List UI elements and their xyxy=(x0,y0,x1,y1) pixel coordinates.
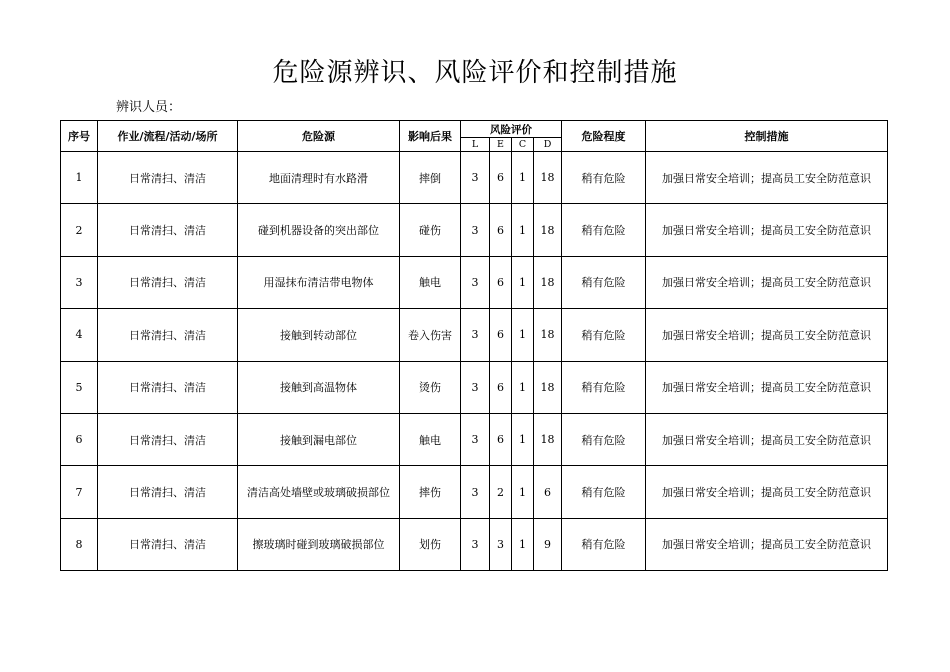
cell-level: 稍有危险 xyxy=(562,361,646,413)
cell-hazard: 接触到转动部位 xyxy=(238,309,400,361)
table-row xyxy=(61,361,888,413)
cell-measures: 加强日常安全培训；提高员工安全防范意识 xyxy=(646,361,888,413)
cell-consequence: 触电 xyxy=(400,256,461,308)
cell-hazard: 清洁高处墙壁或玻璃破损部位 xyxy=(238,466,400,518)
cell-activity: 日常清扫、清洁 xyxy=(98,361,238,413)
cell-level: 稍有危险 xyxy=(562,152,646,204)
cell-activity: 日常清扫、清洁 xyxy=(98,256,238,308)
header-measures: 控制措施 xyxy=(646,121,888,152)
header-l: L xyxy=(461,138,490,152)
cell-seq: 3 xyxy=(61,256,98,308)
table-row xyxy=(61,466,888,518)
cell-e: 6 xyxy=(490,361,512,413)
cell-l: 3 xyxy=(461,413,490,465)
header-hazard: 危险源 xyxy=(238,121,400,152)
cell-l: 3 xyxy=(461,466,490,518)
cell-l: 3 xyxy=(461,309,490,361)
cell-level: 稍有危险 xyxy=(562,204,646,256)
cell-e: 6 xyxy=(490,204,512,256)
cell-measures: 加强日常安全培训；提高员工安全防范意识 xyxy=(646,152,888,204)
cell-seq: 8 xyxy=(61,518,98,570)
cell-consequence: 碰伤 xyxy=(400,204,461,256)
header-seq: 序号 xyxy=(61,121,98,152)
cell-c: 1 xyxy=(512,466,534,518)
cell-consequence: 烫伤 xyxy=(400,361,461,413)
cell-e: 6 xyxy=(490,256,512,308)
cell-d: 9 xyxy=(534,518,562,570)
cell-seq: 2 xyxy=(61,204,98,256)
cell-level: 稍有危险 xyxy=(562,466,646,518)
cell-level: 稍有危险 xyxy=(562,309,646,361)
cell-l: 3 xyxy=(461,152,490,204)
cell-hazard: 接触到高温物体 xyxy=(238,361,400,413)
cell-c: 1 xyxy=(512,256,534,308)
cell-d: 18 xyxy=(534,309,562,361)
header-level: 危险程度 xyxy=(562,121,646,152)
header-d: D xyxy=(534,138,562,152)
cell-activity: 日常清扫、清洁 xyxy=(98,466,238,518)
cell-d: 6 xyxy=(534,466,562,518)
identifier-label: 辨识人员： xyxy=(116,100,182,115)
cell-consequence: 触电 xyxy=(400,413,461,465)
cell-c: 1 xyxy=(512,413,534,465)
cell-e: 6 xyxy=(490,152,512,204)
cell-activity: 日常清扫、清洁 xyxy=(98,518,238,570)
cell-l: 3 xyxy=(461,204,490,256)
cell-c: 1 xyxy=(512,204,534,256)
header-consequence: 影响后果 xyxy=(400,121,461,152)
cell-l: 3 xyxy=(461,361,490,413)
cell-activity: 日常清扫、清洁 xyxy=(98,309,238,361)
page-title: 危险源辨识、风险评价和控制措施 xyxy=(272,58,678,88)
cell-c: 1 xyxy=(512,518,534,570)
cell-hazard: 碰到机器设备的突出部位 xyxy=(238,204,400,256)
cell-hazard: 接触到漏电部位 xyxy=(238,413,400,465)
cell-c: 1 xyxy=(512,309,534,361)
cell-measures: 加强日常安全培训；提高员工安全防范意识 xyxy=(646,204,888,256)
cell-d: 18 xyxy=(534,413,562,465)
cell-e: 2 xyxy=(490,466,512,518)
cell-l: 3 xyxy=(461,256,490,308)
cell-measures: 加强日常安全培训；提高员工安全防范意识 xyxy=(646,466,888,518)
risk-table xyxy=(60,120,888,571)
cell-seq: 6 xyxy=(61,413,98,465)
cell-consequence: 卷入伤害 xyxy=(400,309,461,361)
header-c: C xyxy=(512,138,534,152)
cell-d: 18 xyxy=(534,204,562,256)
cell-seq: 5 xyxy=(61,361,98,413)
cell-l: 3 xyxy=(461,518,490,570)
cell-level: 稍有危险 xyxy=(562,518,646,570)
header-e: E xyxy=(490,138,512,152)
table-row xyxy=(61,152,888,204)
cell-hazard: 用湿抹布清洁带电物体 xyxy=(238,256,400,308)
cell-c: 1 xyxy=(512,152,534,204)
table-row xyxy=(61,518,888,570)
header-activity: 作业/流程/活动/场所 xyxy=(98,121,238,152)
cell-d: 18 xyxy=(534,256,562,308)
cell-measures: 加强日常安全培训；提高员工安全防范意识 xyxy=(646,256,888,308)
cell-measures: 加强日常安全培训；提高员工安全防范意识 xyxy=(646,309,888,361)
table-row xyxy=(61,204,888,256)
cell-measures: 加强日常安全培训；提高员工安全防范意识 xyxy=(646,413,888,465)
cell-seq: 7 xyxy=(61,466,98,518)
cell-d: 18 xyxy=(534,152,562,204)
cell-measures: 加强日常安全培训；提高员工安全防范意识 xyxy=(646,518,888,570)
cell-activity: 日常清扫、清洁 xyxy=(98,413,238,465)
header-risk-eval: 风险评价 xyxy=(461,121,562,138)
cell-level: 稍有危险 xyxy=(562,256,646,308)
cell-activity: 日常清扫、清洁 xyxy=(98,204,238,256)
table-row xyxy=(61,309,888,361)
cell-seq: 4 xyxy=(61,309,98,361)
cell-e: 6 xyxy=(490,309,512,361)
table-row xyxy=(61,413,888,465)
cell-e: 6 xyxy=(490,413,512,465)
cell-activity: 日常清扫、清洁 xyxy=(98,152,238,204)
cell-hazard: 地面清理时有水路滑 xyxy=(238,152,400,204)
cell-consequence: 划伤 xyxy=(400,518,461,570)
cell-level: 稍有危险 xyxy=(562,413,646,465)
cell-e: 3 xyxy=(490,518,512,570)
cell-d: 18 xyxy=(534,361,562,413)
table-row xyxy=(61,256,888,308)
cell-consequence: 摔倒 xyxy=(400,152,461,204)
cell-seq: 1 xyxy=(61,152,98,204)
cell-hazard: 擦玻璃时碰到玻璃破损部位 xyxy=(238,518,400,570)
cell-consequence: 摔伤 xyxy=(400,466,461,518)
cell-c: 1 xyxy=(512,361,534,413)
